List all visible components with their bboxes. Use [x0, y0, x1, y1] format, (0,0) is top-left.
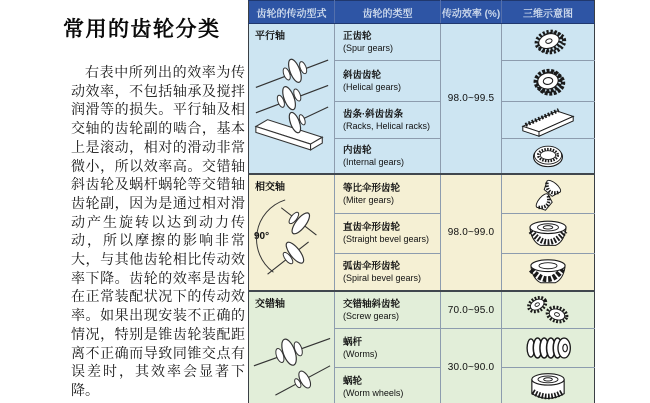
gear-image-cell	[502, 254, 595, 292]
gear-name-en: (Internal gears)	[343, 156, 405, 167]
gear-name-cn: 交错轴斜齿轮	[343, 298, 401, 310]
gear-type-cell	[335, 24, 441, 61]
crossed-shafts-diagram	[250, 314, 334, 403]
gear-name-en: (Screw gears)	[343, 310, 400, 321]
gear-type-cell	[335, 102, 441, 139]
row-screw-gears	[249, 291, 595, 329]
internal-gear-icon	[516, 139, 580, 173]
screw-gears-icon	[516, 292, 580, 328]
gear-type-cell	[335, 291, 441, 329]
gear-name-cn: 蜗轮	[343, 375, 363, 387]
efficiency-parallel: 98.0~99.5	[441, 24, 502, 175]
header-efficiency: 传动效率 (%)	[441, 1, 502, 24]
header-gear-type: 齿轮的类型	[335, 1, 441, 24]
gear-type-cell	[335, 214, 441, 254]
gear-name-en: (Spur gears)	[343, 42, 394, 53]
section-parallel-axis-cell	[249, 24, 335, 175]
gear-name-en: (Racks, Helical racks)	[343, 120, 431, 131]
gear-name-cn: 斜齿齿轮	[343, 69, 382, 81]
gear-image-cell	[502, 102, 595, 139]
section-label-parallel: 平行轴	[255, 31, 285, 42]
row-miter-gears	[249, 174, 595, 214]
gear-name-cn: 内齿轮	[343, 144, 372, 156]
gear-name-cn: 齿条·斜齿齿条	[343, 108, 404, 120]
section-label-crossed: 交错轴	[255, 299, 285, 310]
gear-type-cell	[335, 254, 441, 292]
gear-name-cn: 正齿轮	[343, 30, 372, 42]
gear-type-cell	[335, 368, 441, 403]
rack-icon	[516, 102, 580, 138]
header-transmission-type: 齿轮的传动型式	[249, 1, 335, 24]
worm-wheel-icon	[516, 368, 580, 403]
gear-name-en: (Miter gears)	[343, 194, 395, 205]
row-spur-gears	[249, 24, 595, 61]
efficiency-screw-gears: 70.0~95.0	[441, 291, 502, 329]
article-paragraph: 右表中所列出的效率为传动效率，不包括轴承及搅拌润滑等的损失。平行轴及相交轴的齿轮副的啮合，基本上是滚动，相对的滑动非常微小，所以效率高。交错轴斜齿轮及蜗杆蜗轮等交错轴齿轮副，因为是通过相对滑动产生旋转以达到动力传动，所以摩擦的影响非常大，与其他齿轮相比传动效率下降。齿轮的效率是齿轮在正常装配状况下的传动效率。如果出现安装不正确的情况，特别是锥齿轮装配距离不正确而导致同锥交点有误差时，其效率会显著下降。	[71, 64, 245, 398]
section-crossed-axis-cell	[249, 291, 335, 403]
gear-type-cell	[335, 61, 441, 102]
header-3d-view: 三维示意图	[502, 1, 595, 24]
gear-name-cn: 直齿伞形齿轮	[343, 222, 401, 233]
straight-bevel-gear-icon	[516, 215, 580, 253]
gear-name-en: (Helical gears)	[343, 81, 402, 92]
gear-image-cell	[502, 214, 595, 254]
gear-image-cell	[502, 368, 595, 403]
helical-gear-icon	[516, 62, 580, 100]
gear-type-cell	[335, 139, 441, 175]
intersecting-shafts-diagram	[250, 193, 334, 285]
efficiency-intersecting: 98.0~99.0	[441, 174, 502, 291]
gear-image-cell	[502, 174, 595, 214]
spiral-bevel-gear-icon	[516, 254, 580, 290]
gear-name-cn: 蜗杆	[343, 336, 363, 348]
parallel-shafts-diagram	[250, 39, 334, 171]
table-header-row	[249, 1, 595, 24]
gear-name-cn: 弧齿伞形齿轮	[343, 260, 401, 272]
gear-name-en: (Straight bevel gears)	[343, 234, 430, 244]
miter-gears-icon	[516, 175, 580, 213]
gear-image-cell	[502, 24, 595, 61]
section-label-intersecting: 相交轴	[255, 182, 285, 193]
efficiency-worm-set: 30.0~90.0	[441, 329, 502, 403]
gear-classification-table	[248, 0, 595, 403]
gear-image-cell	[502, 139, 595, 175]
angle-90-label: 90°	[254, 231, 270, 242]
worm-icon	[516, 329, 580, 367]
spur-gear-icon	[516, 24, 580, 60]
section-intersecting-axis-cell	[249, 174, 335, 291]
gear-image-cell	[502, 291, 595, 329]
page-title: 常用的齿轮分类	[63, 18, 221, 41]
gear-name-en: (Spiral bevel gears)	[343, 272, 422, 283]
gear-name-en: (Worms)	[343, 348, 378, 359]
gear-image-cell	[502, 61, 595, 102]
gear-type-cell	[335, 329, 441, 368]
gear-name-cn: 等比伞形齿轮	[343, 182, 401, 194]
gear-image-cell	[502, 329, 595, 368]
gear-name-en: (Worm wheels)	[343, 387, 404, 398]
gear-type-cell	[335, 174, 441, 214]
